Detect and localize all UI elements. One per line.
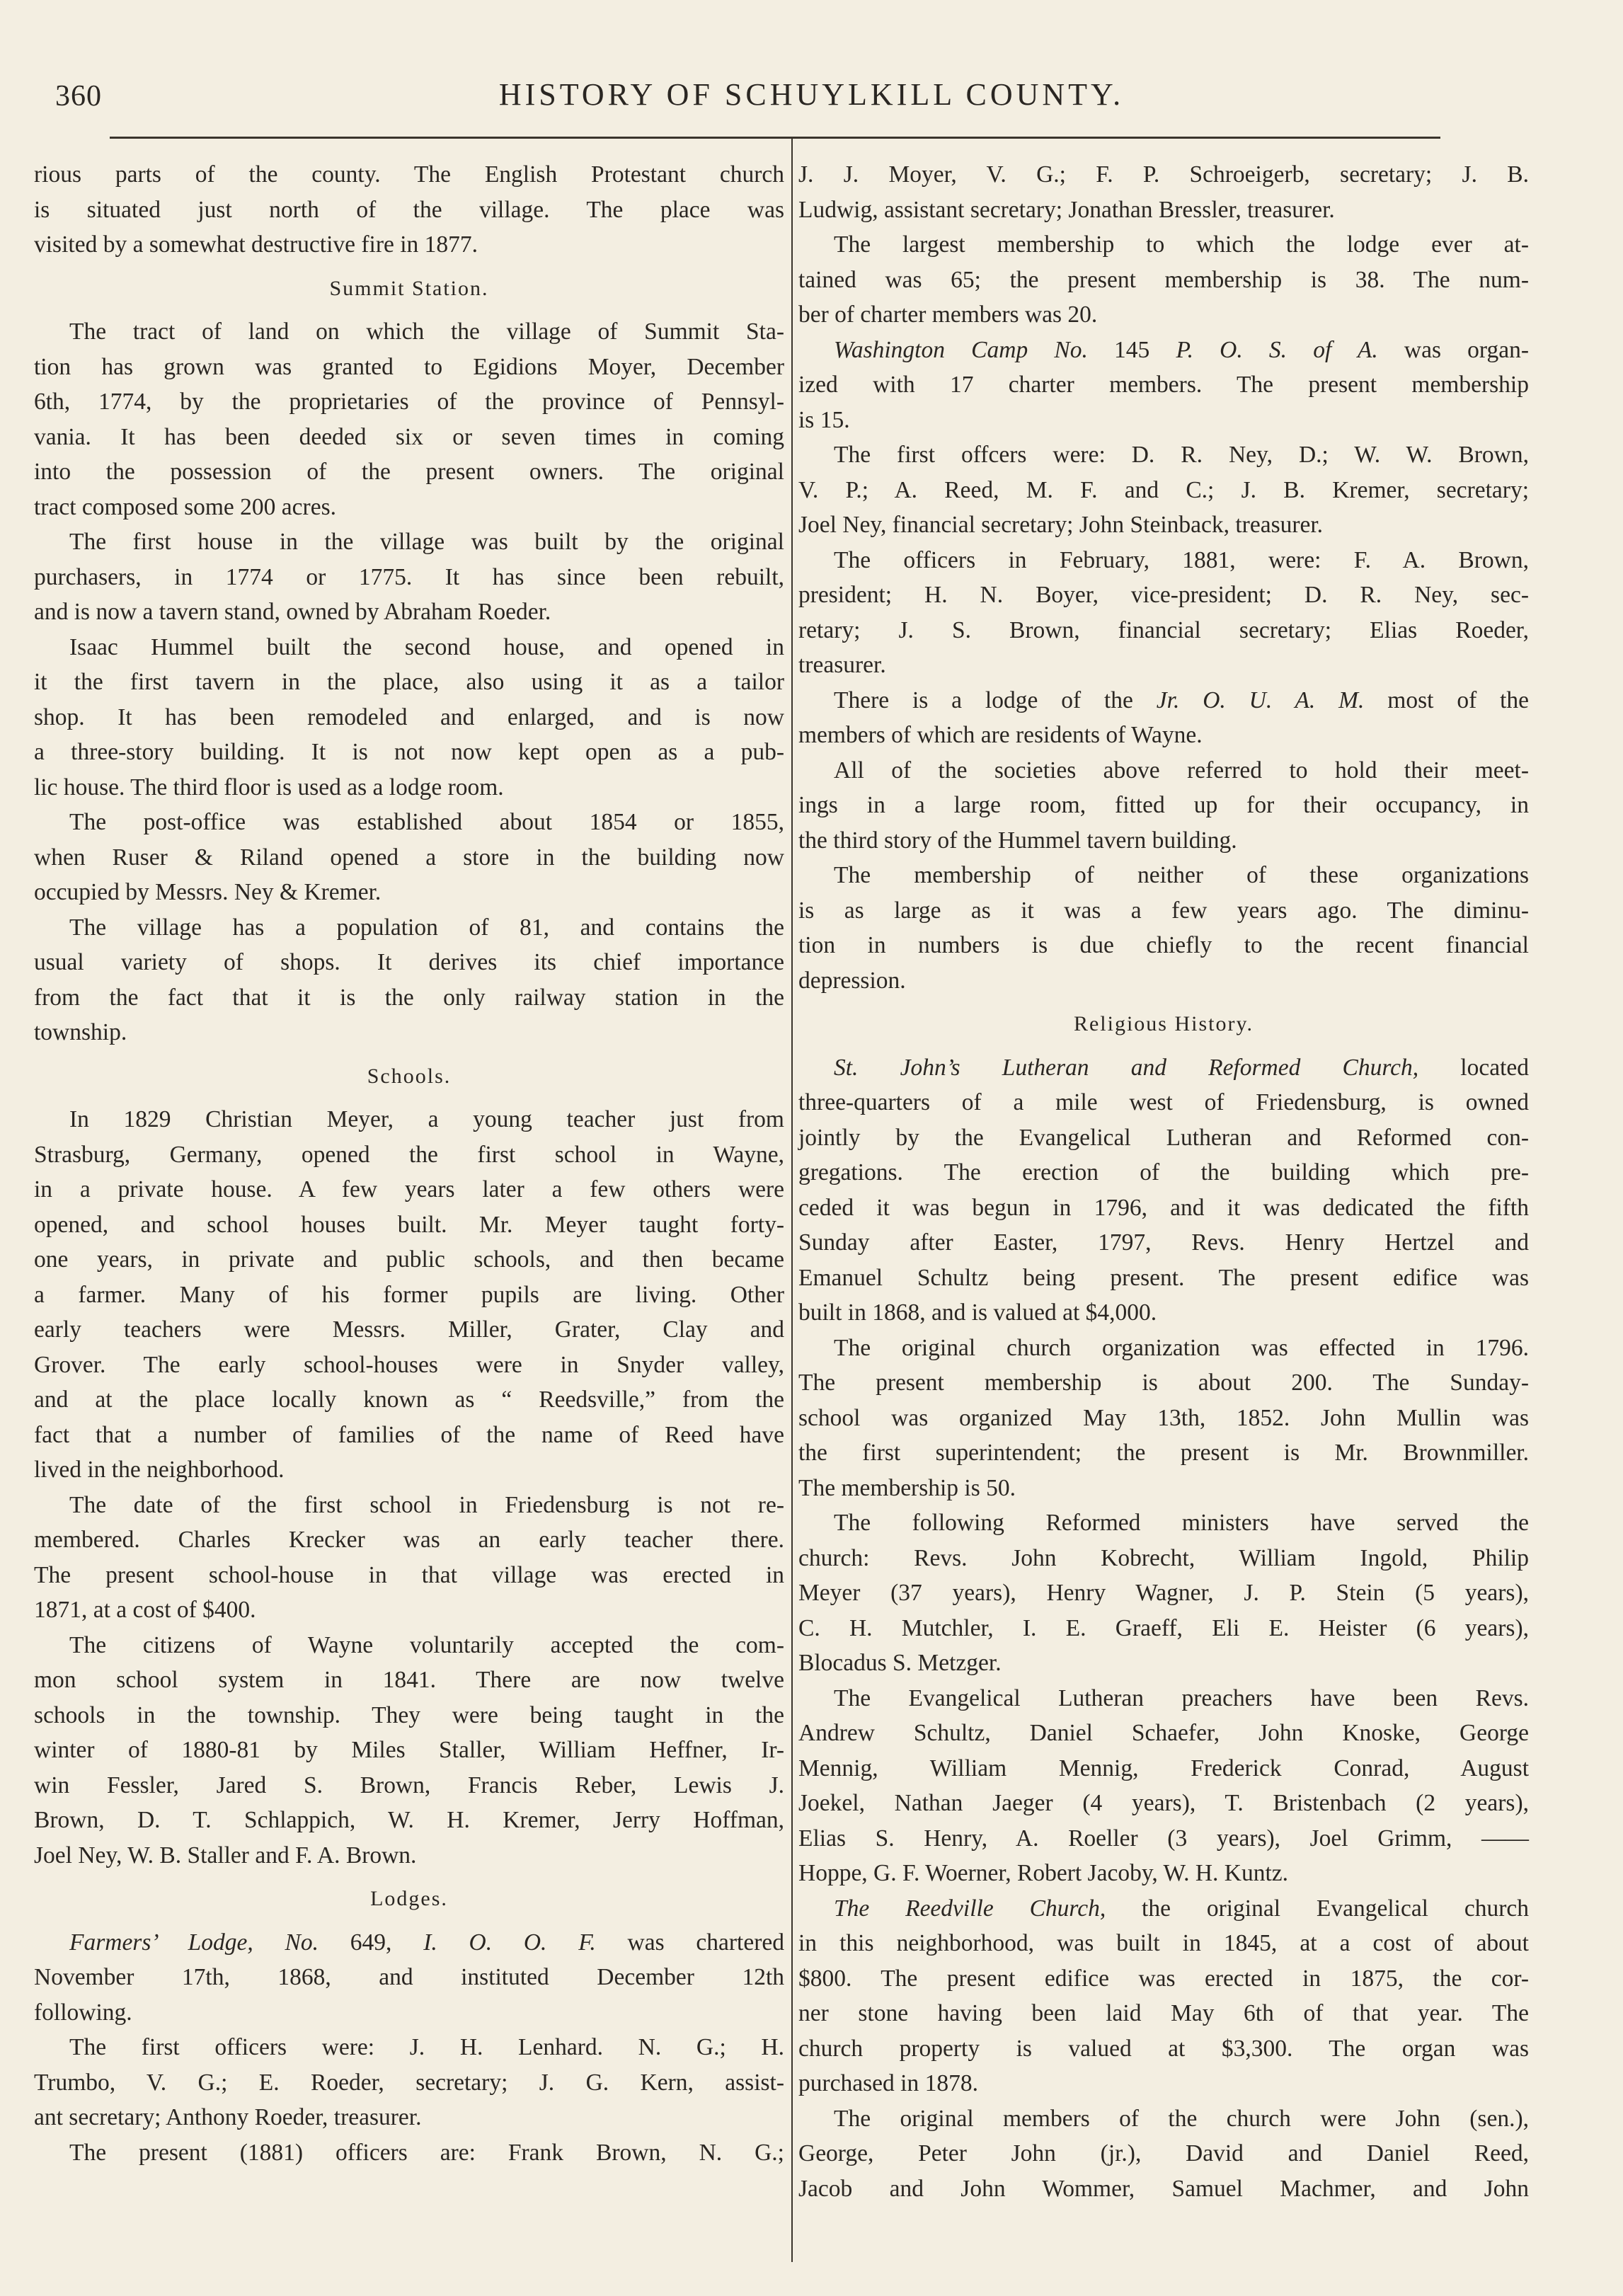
italic-title: The Reedville Church, <box>834 1895 1106 1922</box>
text-line: Mennig, William Mennig, Frederick Conrad, August <box>798 1755 1529 1781</box>
text-line: The post-office was established about 1854 or 1855, <box>69 809 784 835</box>
text-line: into the possession of the present owners. The original <box>34 459 784 485</box>
section-heading: Religious History. <box>1073 1012 1254 1035</box>
text-line: The present membership is about 200. The Sunday- <box>798 1370 1529 1396</box>
text-line: ings in a large room, fitted up for their occupancy, in <box>798 792 1529 818</box>
text-line: The membership is 50. <box>798 1474 1016 1501</box>
text-line: opened, and school houses built. Mr. Meyer taught forty- <box>34 1211 784 1238</box>
text-line <box>34 1925 784 1961</box>
text-fragment: 145 <box>1087 336 1176 363</box>
text-line: built in 1868, and is valued at $4,000. <box>798 1299 1157 1326</box>
text-line: 1871, at a cost of $400. <box>34 1597 256 1623</box>
text-line: early teachers were Messrs. Miller, Grater, Clay and <box>34 1316 784 1343</box>
text-line: one years, in private and public schools, and then became <box>34 1246 784 1273</box>
text-line: ant secretary; Anthony Roeder, treasurer. <box>34 2104 422 2130</box>
text-line: retary; J. S. Brown, financial secretary; Elias Roeder, <box>798 616 1529 643</box>
text-line: The present (1881) officers are: Frank Brown, N. G.; <box>69 2139 784 2166</box>
text-line: schools in the township. They were being taught in the <box>34 1701 784 1728</box>
text-line: The Evangelical Lutheran preachers have been Revs. <box>834 1684 1529 1711</box>
text-line: The following Reformed ministers have served the <box>834 1510 1529 1536</box>
text-line: is 15. <box>798 406 850 433</box>
text-line: president; H. N. Boyer, vice-president; D. R. Ney, sec- <box>798 582 1529 608</box>
text-line: Meyer (37 years), Henry Wagner, J. P. Stein (5 years), <box>798 1580 1529 1606</box>
text-line: church: Revs. John Kobrecht, William Ingold, Philip <box>798 1544 1529 1571</box>
text-line: Joel Ney, W. B. Staller and F. A. Brown. <box>34 1842 417 1869</box>
text-line: ceded it was begun in 1796, and it was dedicated the fifth <box>798 1194 1529 1221</box>
text-line: tion in numbers is due chiefly to the recent financial <box>798 932 1529 958</box>
text-line: purchased in 1878. <box>798 2070 978 2096</box>
text-line: win Fessler, Jared S. Brown, Francis Reber, Lewis J. <box>34 1772 784 1798</box>
text-line: George, Peter John (jr.), David and Daniel Reed, <box>798 2140 1529 2166</box>
text-fragment: located <box>1418 1054 1529 1081</box>
text-line: lic house. The third floor is used as a lodge room. <box>34 774 504 800</box>
italic-abbreviation: Jr. O. U. A. M. <box>1156 687 1365 713</box>
text-line: $800. The present edifice was erected in 1875, the cor- <box>798 1965 1529 1992</box>
text-line: school was organized May 13th, 1852. John Mullin was <box>798 1404 1529 1431</box>
text-line: purchasers, in 1774 or 1775. It has since been rebuilt, <box>34 563 784 590</box>
text-line: J. J. Moyer, V. G.; F. P. Schroeigerb, secretary; J. B. <box>798 161 1529 188</box>
text-line: members of which are residents of Wayne. <box>798 722 1203 748</box>
text-line: visited by a somewhat destructive fire in 1877. <box>34 231 478 258</box>
page-number: 360 <box>55 80 102 113</box>
text-line: Blocadus S. Metzger. <box>798 1650 1002 1676</box>
text-line: Andrew Schultz, Daniel Schaefer, John Knoske, George <box>798 1720 1529 1746</box>
text-line: Joekel, Nathan Jaeger (4 years), T. Bristenbach (2 years), <box>798 1790 1529 1816</box>
text-line: In 1829 Christian Meyer, a young teacher just from <box>69 1106 784 1132</box>
text-line <box>798 1050 1529 1086</box>
text-line: The present school-house in that village was erected in <box>34 1561 784 1588</box>
text-line: The original members of the church were John (sen.), <box>834 2105 1529 2132</box>
text-fragment: 649, <box>319 1929 424 1956</box>
text-line <box>798 333 1529 368</box>
italic-abbreviation: P. O. S. of A. <box>1176 336 1378 363</box>
text-line <box>798 1891 1529 1927</box>
text-line: 6th, 1774, by the proprietaries of the province of Pennsyl- <box>34 389 784 415</box>
text-line: the first superintendent; the present is Mr. Brownmiller. <box>798 1440 1529 1466</box>
text-line: C. H. Mutchler, I. E. Graeff, Eli E. Heister (6 years), <box>798 1614 1529 1641</box>
text-line: it the first tavern in the place, also using it as a tailor <box>34 669 784 695</box>
text-line: November 17th, 1868, and instituted December 12th <box>34 1964 784 1990</box>
text-line: tion has grown was granted to Egidions Moyer, December <box>34 353 784 380</box>
text-fragment: most of the <box>1364 687 1530 713</box>
text-fragment: the original Evangelical church <box>1106 1895 1529 1922</box>
text-line: lived in the neighborhood. <box>34 1457 285 1483</box>
text-line: The tract of land on which the village of Summit Sta- <box>69 318 784 345</box>
text-line: Emanuel Schultz being present. The present edifice was <box>798 1264 1529 1291</box>
text-line: treasurer. <box>798 652 886 678</box>
text-line: Elias S. Henry, A. Roeller (3 years), Joel Grimm, —— <box>798 1825 1529 1852</box>
text-line: following. <box>34 1999 132 2026</box>
running-head: HISTORY OF SCHUYLKILL COUNTY. <box>498 77 1125 112</box>
text-line: a farmer. Many of his former pupils are living. Other <box>34 1281 784 1308</box>
text-line: the third story of the Hummel tavern building. <box>798 827 1237 854</box>
text-line: The date of the first school in Friedensburg is not re- <box>69 1491 784 1518</box>
text-line: The largest membership to which the lodge ever at- <box>834 231 1529 258</box>
text-line: Trumbo, V. G.; E. Roeder, secretary; J. G. Kern, assist- <box>34 2069 784 2096</box>
text-line: ized with 17 charter members. The present membership <box>798 372 1529 398</box>
text-line: Grover. The early school-houses were in Snyder valley, <box>34 1351 784 1378</box>
italic-title: Washington Camp No. <box>834 336 1088 363</box>
text-line: Strasburg, Germany, opened the first school in Wayne, <box>34 1141 784 1168</box>
text-line: and is now a tavern stand, owned by Abraham Roeder. <box>34 599 551 625</box>
text-line: Joel Ney, financial secretary; John Steinback, treasurer. <box>798 512 1324 538</box>
text-line: ber of charter members was 20. <box>798 302 1098 328</box>
text-line: The citizens of Wayne voluntarily accepted the com- <box>69 1631 784 1658</box>
text-line: rious parts of the county. The English Protestant church <box>34 161 784 188</box>
italic-abbreviation: I. O. O. F. <box>423 1929 596 1956</box>
section-heading: Lodges. <box>370 1887 448 1910</box>
text-line: occupied by Messrs. Ney & Kremer. <box>34 879 382 905</box>
section-heading: Summit Station. <box>329 276 489 300</box>
text-line: when Ruser & Riland opened a store in the building now <box>34 844 784 871</box>
text-line: The first officers were: J. H. Lenhard. N. G.; H. <box>69 2034 784 2060</box>
text-line: The village has a population of 81, and contains the <box>69 914 784 941</box>
section-heading: Schools. <box>367 1064 452 1088</box>
text-line: Isaac Hummel built the second house, and opened in <box>69 633 784 660</box>
text-line: is as large as it was a few years ago. The diminu- <box>798 897 1529 924</box>
text-line: vania. It has been deeded six or seven times in coming <box>34 423 784 450</box>
text-line: in a private house. A few years later a few others were <box>34 1176 784 1202</box>
italic-title: Farmers’ Lodge, No. <box>69 1929 319 1956</box>
text-line: and at the place locally known as “ Reedsville,” from the <box>34 1387 784 1413</box>
text-line: Hoppe, G. F. Woerner, Robert Jacoby, W. H. Kuntz. <box>798 1860 1289 1886</box>
text-line: The officers in February, 1881, were: F. A. Brown, <box>834 546 1529 573</box>
right-column <box>798 157 1529 2206</box>
text-line: a three-story building. It is not now kept open as a pub- <box>34 739 784 765</box>
text-fragment: There is a lodge of the <box>834 687 1157 713</box>
text-line: tained was 65; the present membership is 38. The num- <box>798 266 1529 293</box>
text-line: Ludwig, assistant secretary; Jonathan Bressler, treasurer. <box>798 196 1335 223</box>
text-line: township. <box>34 1019 127 1045</box>
text-line: The first house in the village was built by the original <box>69 529 784 555</box>
italic-title: St. John’s Lutheran and Reformed Church, <box>834 1054 1419 1081</box>
text-line: winter of 1880-81 by Miles Staller, William Heffner, Ir- <box>34 1737 784 1763</box>
text-line <box>798 683 1529 718</box>
text-line: gregations. The erection of the building which pre- <box>798 1159 1529 1186</box>
text-line: All of the societies above referred to hold their meet- <box>834 757 1529 783</box>
text-line: shop. It has been remodeled and enlarged, and is now <box>34 704 784 730</box>
text-line: tract composed some 200 acres. <box>34 493 336 520</box>
text-line: church property is valued at $3,300. The organ was <box>798 2035 1529 2062</box>
column-divider <box>791 139 793 2262</box>
text-line: jointly by the Evangelical Lutheran and Reformed con- <box>798 1124 1529 1151</box>
text-fragment: was organ- <box>1377 336 1529 363</box>
text-line: depression. <box>798 967 906 994</box>
text-line: Brown, D. T. Schlappich, W. H. Kremer, Jerry Hoffman, <box>34 1807 784 1833</box>
text-line: Sunday after Easter, 1797, Revs. Henry Hertzel and <box>798 1229 1529 1256</box>
text-line: three-quarters of a mile west of Friedensburg, is owned <box>798 1089 1529 1115</box>
text-line: Jacob and John Wommer, Samuel Machmer, and John <box>798 2175 1529 2202</box>
text-line: The original church organization was effected in 1796. <box>834 1334 1529 1361</box>
text-line: is situated just north of the village. The place was <box>34 196 784 223</box>
text-line: usual variety of shops. It derives its chief importance <box>34 949 784 975</box>
header-rule <box>110 137 1440 139</box>
text-line: ner stone having been laid May 6th of that year. The <box>798 2000 1529 2026</box>
text-line: in this neighborhood, was built in 1845, at a cost of about <box>798 1930 1529 1956</box>
text-line: mon school system in 1841. There are now twelve <box>34 1667 784 1693</box>
text-line: The first offcers were: D. R. Ney, D.; W. W. Brown, <box>834 442 1529 468</box>
text-line: from the fact that it is the only railway station in the <box>34 984 784 1011</box>
text-line: V. P.; A. Reed, M. F. and C.; J. B. Kremer, secretary; <box>798 476 1529 503</box>
text-fragment: was chartered <box>595 1929 785 1956</box>
left-column <box>34 157 784 2170</box>
text-line: The membership of neither of these organizations <box>834 862 1529 888</box>
text-line: membered. Charles Krecker was an early teacher there. <box>34 1527 784 1553</box>
text-line: fact that a number of families of the name of Reed have <box>34 1421 784 1448</box>
